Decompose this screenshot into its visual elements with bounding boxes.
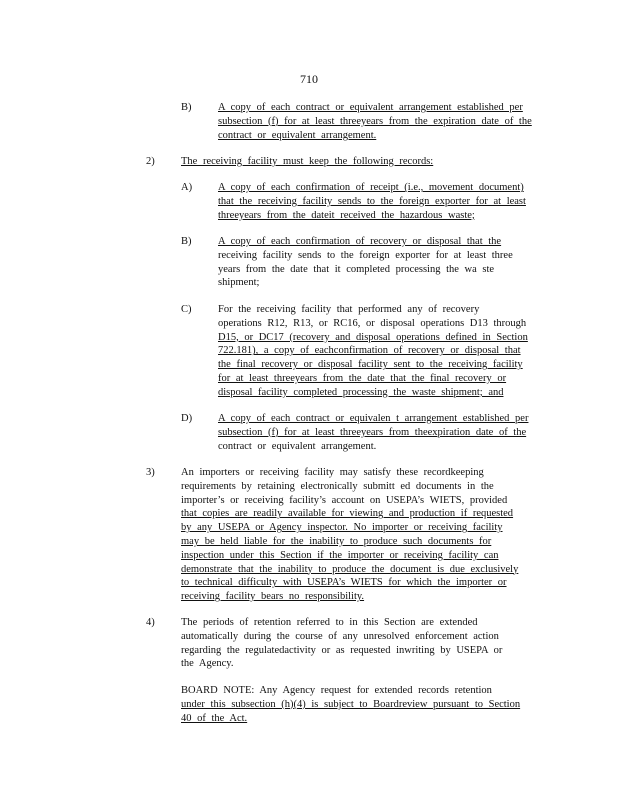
text-line: D15, or DC17 (recovery and disposal operations defined in Section bbox=[218, 331, 528, 343]
text-line: for at least threeyears from the date that the final recovery or bbox=[218, 372, 507, 384]
text-line: 40 of the Act. bbox=[181, 712, 248, 724]
text-line: The periods of retention referred to in this Section are extended bbox=[181, 617, 478, 628]
text-line: that copies are readily available for viewing and production if requested bbox=[181, 508, 514, 520]
text-line: A copy of each confirmation of recovery or disposal that the bbox=[218, 236, 502, 247]
item-body bbox=[218, 412, 543, 453]
text-line: disposal facility completed processing the waste shipment; and bbox=[218, 386, 504, 398]
text-line: may be held liable for the inability to produce such documents for bbox=[181, 535, 492, 547]
text-line: automatically during the course of any unresolved enforcement action bbox=[181, 630, 499, 642]
text-line: A copy of each confirmation of receipt (i.e., movement document) bbox=[218, 182, 524, 193]
text-line: subsection (f) for at least threeyears from theexpiration date of the bbox=[218, 426, 527, 438]
text-line: A copy of each contract or equivalent arrangement established per bbox=[218, 102, 523, 113]
text-line: An importers or receiving facility may satisfy these recordkeeping bbox=[181, 467, 484, 478]
item-label: B) bbox=[181, 102, 192, 113]
item-body bbox=[218, 101, 543, 142]
item-label: C) bbox=[181, 304, 192, 315]
text-line: The receiving facility must keep the following records: bbox=[181, 156, 434, 167]
text-line: contract or equivalent arrangement. bbox=[218, 129, 377, 141]
text-line: shipment; bbox=[218, 277, 260, 289]
item-label: B) bbox=[181, 236, 192, 247]
text-line: A copy of each contract or equivalen t arrangement established per bbox=[218, 413, 529, 424]
text-line: For the receiving facility that performed any of recovery bbox=[218, 304, 480, 315]
item-body bbox=[181, 466, 541, 604]
text-line: the final recovery or disposal facility sent to the receiving facility bbox=[218, 359, 523, 371]
text-line: requirements by retaining electronically submitt ed documents in the bbox=[181, 480, 494, 492]
note-body bbox=[181, 684, 541, 725]
text-line: under this subsection (h)(4) is subject to Boardreview pursuant to Section bbox=[181, 698, 521, 710]
text-line: threeyears from the dateit received the hazardous waste; bbox=[218, 209, 475, 221]
text-line: importer’s or receiving facility’s account on USEPA’s WIETS, provided bbox=[181, 494, 508, 506]
text-line: that the receiving facility sends to the foreign exporter for at least bbox=[218, 195, 526, 207]
text-line: operations R12, R13, or RC16, or disposal operations D13 through bbox=[218, 317, 527, 329]
text-line: receiving facility bears no responsibility. bbox=[181, 591, 365, 603]
item-label: 3) bbox=[146, 467, 155, 478]
item-body bbox=[218, 235, 543, 290]
item-body bbox=[218, 303, 543, 400]
item-label: A) bbox=[181, 182, 193, 193]
text-line: by any USEPA or Agency inspector. No importer or receiving facility bbox=[181, 522, 503, 534]
text-line: contract or equivalent arrangement. bbox=[218, 440, 377, 452]
text-line: years from the date that it completed processing the wa ste bbox=[218, 263, 495, 275]
text-line: demonstrate that the inability to produce the document is due exclusively bbox=[181, 563, 519, 575]
text-line: inspection under this Section if the importer or receiving facility can bbox=[181, 549, 499, 561]
page-number: 710 bbox=[300, 72, 318, 86]
text-line: subsection (f) for at least threeyears from the expiration date of the bbox=[218, 115, 532, 127]
text-line: receiving facility sends to the foreign exporter for at least three bbox=[218, 249, 513, 261]
item-label: 2) bbox=[146, 156, 155, 167]
item-body bbox=[181, 616, 541, 671]
text-line: to technical difficulty with USEPA’s WIETS for which the importer or bbox=[181, 577, 507, 589]
text-line: 722.181), a copy of eachconfirmation of recovery or disposal that bbox=[218, 345, 521, 357]
item-label: D) bbox=[181, 413, 193, 424]
item-body bbox=[218, 181, 543, 222]
text-line: the Agency. bbox=[181, 658, 234, 670]
text-line: regarding the regulatedactivity or as requested inwriting by USEPA or bbox=[181, 644, 503, 656]
text-line: BOARD NOTE: Any Agency request for extended records retention bbox=[181, 685, 492, 696]
item-label: 4) bbox=[146, 617, 155, 628]
item-body bbox=[181, 155, 451, 169]
